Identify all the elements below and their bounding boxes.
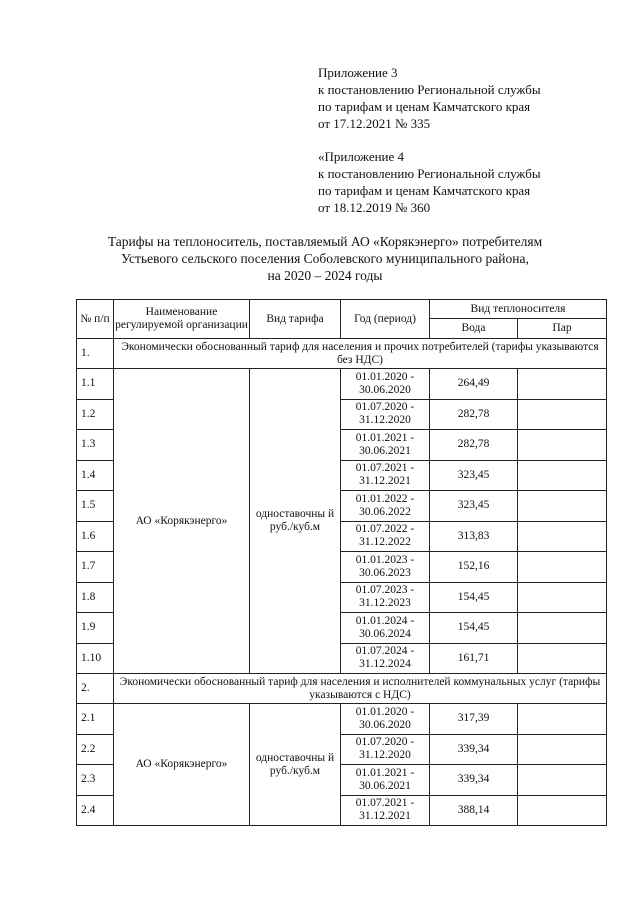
- row-number: 1.1: [77, 369, 114, 400]
- period-cell: 01.01.2020 - 30.06.2020: [341, 704, 430, 735]
- header-line: по тарифам и ценам Камчатского края: [318, 99, 531, 114]
- period-cell: 01.01.2021 - 30.06.2021: [341, 765, 430, 796]
- col-header-carrier: Вид теплоносителя: [430, 300, 607, 319]
- table-row: [77, 704, 607, 735]
- steam-value: [518, 613, 607, 644]
- period-cell: 01.07.2022 - 31.12.2022: [341, 521, 430, 552]
- row-number: 1.7: [77, 552, 114, 583]
- title-line: Тарифы на теплоноситель, поставляемый АО «Корякэнерго» потребителям: [107, 234, 543, 249]
- water-value: 282,78: [430, 399, 518, 430]
- appendix-4-header: [318, 148, 618, 216]
- appendix-3-header: [318, 64, 618, 132]
- row-number: 1.4: [77, 460, 114, 491]
- period-cell: 01.01.2020 - 30.06.2020: [341, 369, 430, 400]
- period-cell: 01.07.2023 - 31.12.2023: [341, 582, 430, 613]
- row-number: 2.1: [77, 704, 114, 735]
- water-value: 323,45: [430, 460, 518, 491]
- period-cell: 01.01.2023 - 30.06.2023: [341, 552, 430, 583]
- tariff-table: [76, 299, 607, 826]
- steam-value: [518, 765, 607, 796]
- table-row: [77, 369, 607, 400]
- tariff-type-cell: одноставочны й руб./куб.м: [250, 369, 341, 674]
- water-value: 339,34: [430, 734, 518, 765]
- water-value: 161,71: [430, 643, 518, 674]
- col-header-period: Год (период): [341, 300, 430, 339]
- row-number: 1.8: [77, 582, 114, 613]
- row-number: 1.6: [77, 521, 114, 552]
- section-title: Экономически обоснованный тариф для населения и прочих потребителей (тарифы указываются без НДС): [114, 339, 607, 369]
- steam-value: [518, 552, 607, 583]
- steam-value: [518, 399, 607, 430]
- water-value: 388,14: [430, 795, 518, 826]
- organization-cell: АО «Корякэнерго»: [114, 369, 250, 674]
- col-header-num: № п/п: [77, 300, 114, 339]
- document-title: [60, 233, 590, 284]
- section-row: [77, 339, 607, 369]
- water-value: 317,39: [430, 704, 518, 735]
- steam-value: [518, 795, 607, 826]
- row-number: 1.3: [77, 430, 114, 461]
- row-number: 2.4: [77, 795, 114, 826]
- water-value: 154,45: [430, 613, 518, 644]
- water-value: 323,45: [430, 491, 518, 522]
- steam-value: [518, 734, 607, 765]
- steam-value: [518, 643, 607, 674]
- tariff-type-cell: одноставочны й руб./куб.м: [250, 704, 341, 826]
- steam-value: [518, 491, 607, 522]
- steam-value: [518, 369, 607, 400]
- steam-value: [518, 704, 607, 735]
- col-header-org: Наименование регулируемой организации: [114, 300, 250, 339]
- header-line: к постановлению Региональной службы: [318, 166, 541, 181]
- header-line: к постановлению Региональной службы: [318, 82, 541, 97]
- period-cell: 01.07.2020 - 31.12.2020: [341, 734, 430, 765]
- organization-cell: АО «Корякэнерго»: [114, 704, 250, 826]
- water-value: 264,49: [430, 369, 518, 400]
- water-value: 154,45: [430, 582, 518, 613]
- row-number: 1.10: [77, 643, 114, 674]
- title-line: Устьевого сельского поселения Соболевского муниципального района,: [121, 251, 529, 266]
- water-value: 152,16: [430, 552, 518, 583]
- period-cell: 01.07.2021 - 31.12.2021: [341, 460, 430, 491]
- steam-value: [518, 460, 607, 491]
- row-number: 1.2: [77, 399, 114, 430]
- water-value: 313,83: [430, 521, 518, 552]
- table-body: [77, 339, 607, 826]
- water-value: 282,78: [430, 430, 518, 461]
- steam-value: [518, 521, 607, 552]
- period-cell: 01.07.2021 - 31.12.2021: [341, 795, 430, 826]
- header-line: от 17.12.2021 № 335: [318, 116, 431, 131]
- period-cell: 01.07.2024 - 31.12.2024: [341, 643, 430, 674]
- title-line: на 2020 – 2024 годы: [267, 268, 383, 283]
- header-line: по тарифам и ценам Камчатского края: [318, 183, 531, 198]
- water-value: 339,34: [430, 765, 518, 796]
- section-number: 1.: [77, 339, 114, 369]
- section-number: 2.: [77, 674, 114, 704]
- row-number: 1.5: [77, 491, 114, 522]
- period-cell: 01.01.2021 - 30.06.2021: [341, 430, 430, 461]
- period-cell: 01.07.2020 - 31.12.2020: [341, 399, 430, 430]
- steam-value: [518, 430, 607, 461]
- row-number: 2.3: [77, 765, 114, 796]
- steam-value: [518, 582, 607, 613]
- period-cell: 01.01.2024 - 30.06.2024: [341, 613, 430, 644]
- header-line: «Приложение 4: [318, 149, 405, 164]
- section-row: [77, 674, 607, 704]
- header-line: от 18.12.2019 № 360: [318, 200, 431, 215]
- row-number: 2.2: [77, 734, 114, 765]
- row-number: 1.9: [77, 613, 114, 644]
- col-header-tariff-type: Вид тарифа: [250, 300, 341, 339]
- col-header-steam: Пар: [518, 319, 607, 339]
- section-title: Экономически обоснованный тариф для населения и исполнителей коммунальных услуг (тарифы указываются с НДС): [114, 674, 607, 704]
- header-line: Приложение 3: [318, 65, 398, 80]
- col-header-water: Вода: [430, 319, 518, 339]
- period-cell: 01.01.2022 - 30.06.2022: [341, 491, 430, 522]
